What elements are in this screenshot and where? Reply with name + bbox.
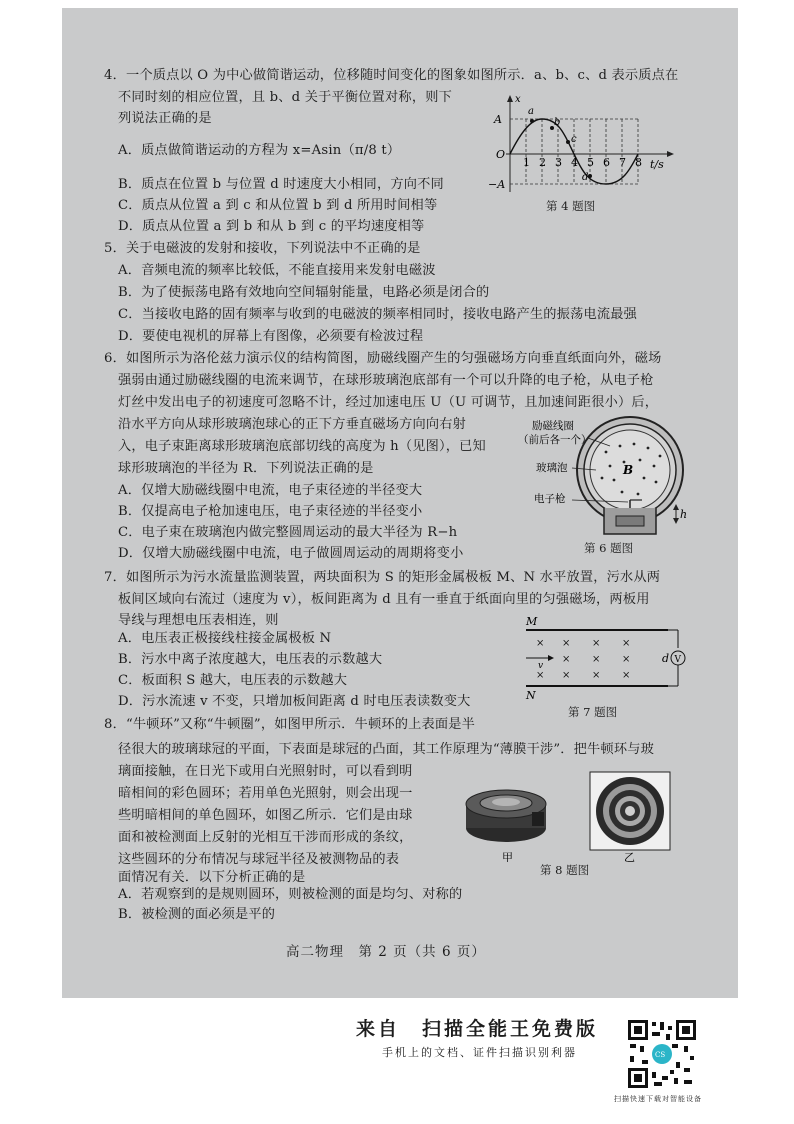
q6-figure-caption: 第 6 题图 xyxy=(584,541,634,555)
q6-bulb-label: 玻璃泡 xyxy=(536,462,568,474)
q4-tick: 3 xyxy=(555,156,562,169)
q8-line5: 些明暗相间的单色圆环，如图乙所示．它们是由球 xyxy=(118,808,413,823)
q4-point-d: d xyxy=(582,172,589,183)
q7-line3: 导线与理想电压表相连，则 xyxy=(118,613,279,628)
q5-option-b: B．为了使振荡电路有效地向空间辐射能量，电路必须是闭合的 xyxy=(118,285,490,300)
q4-tick: 7 xyxy=(619,156,626,169)
svg-text:×: × xyxy=(622,638,631,649)
svg-text:×: × xyxy=(536,638,545,649)
q8-line2: 径很大的玻璃球冠的平面，下表面是球冠的凸面，其工作原理为“薄膜干涉”．把牛顿环与玻 xyxy=(118,742,654,757)
q6-line5: 入，电子束距离球形玻璃泡底部切线的高度为 h（见图），已知 xyxy=(118,439,486,454)
q4-tick: 5 xyxy=(587,156,594,169)
q6-lorentz-apparatus xyxy=(510,416,696,540)
q4-tick: 4 xyxy=(571,156,578,169)
q6-option-d: D．仅增大励磁线圈中电流，电子做圆周运动的周期将变小 xyxy=(118,546,464,561)
q5-stem: 5．关于电磁波的发射和接收，下列说法中不正确的是 xyxy=(104,241,421,256)
q8-newton-rings-photos xyxy=(462,770,674,862)
q7-option-d: D．污水流速 v 不变，只增加板间距离 d 时电压表读数变大 xyxy=(118,694,471,709)
q8-figure-caption: 第 8 题图 xyxy=(540,863,590,877)
q6-option-b: B．仅提高电子枪加速电压，电子束径迹的半径变小 xyxy=(118,504,423,519)
svg-text:×: × xyxy=(622,670,631,681)
q7-option-c: C．板面积 S 越大，电压表的示数越大 xyxy=(118,673,348,688)
q8-line3: 璃面接触，在日光下或用白光照射时，可以看到明 xyxy=(118,764,413,779)
q6-option-c: C．电子束在玻璃泡内做完整圆周运动的最大半径为 R−h xyxy=(118,525,458,540)
q7-option-b: B．污水中离子浓度越大，电压表的示数越大 xyxy=(118,652,383,667)
q4-option-d: D．质点从位置 a 到 b 和从 b 到 c 的平均速度相等 xyxy=(118,219,425,234)
svg-text:×: × xyxy=(592,638,601,649)
q7-line2: 板间区域向右流过（速度为 v），板间距离为 d 且有一垂直于纸面向里的匀强磁场，两板用 xyxy=(118,592,650,607)
q6-line2: 强弱由通过励磁线圈的电流来调节，在球形玻璃泡底部有一个可以升降的电子枪，从电子枪 xyxy=(118,373,654,388)
q4-tick: 8 xyxy=(635,156,642,169)
q6-line3: 灯丝中发出电子的初速度可忽略不计，经过加速电压 U（U 可调节，且加速间距很小）后， xyxy=(118,395,659,410)
svg-text:×: × xyxy=(622,654,631,665)
svg-text:CS: CS xyxy=(655,1051,666,1059)
interference-rings-image xyxy=(590,772,670,850)
q8-jia-label: 甲 xyxy=(502,851,513,862)
q5-option-d: D．要使电视机的屏幕上有图像，必须要有检波过程 xyxy=(118,329,424,344)
q8-line8: 面情况有关．以下分析正确的是 xyxy=(118,870,306,885)
q4-point-a: a xyxy=(528,106,534,117)
q4-point-b: b xyxy=(554,117,561,128)
q6-line4: 沿水平方向从球形玻璃泡球心的正下方垂直磁场方向向右射 xyxy=(118,417,467,432)
q7-option-a: A．电压表正极接线柱接金属极板 N xyxy=(118,631,332,646)
q8-yi-label: 乙 xyxy=(624,851,635,862)
svg-text:×: × xyxy=(592,654,601,665)
q4-graph-negA-label: −A xyxy=(488,178,506,191)
q7-d-label: d xyxy=(662,652,670,665)
q8-line4: 暗相间的彩色圆环；若用单色光照射，则会出现一 xyxy=(118,786,413,801)
q4-option-a: A．质点做简谐运动的方程为 x=Asin（π/8 t） xyxy=(118,143,401,158)
svg-text:×: × xyxy=(562,654,571,665)
q5-option-c: C．当接收电路的固有频率与收到的电磁波的频率相同时，接收电路产生的振荡电流最强 xyxy=(118,307,638,322)
scanner-watermark-title: 来自 扫描全能王免费版 xyxy=(356,1018,599,1040)
q6-h-label: h xyxy=(680,508,688,521)
q7-M-label: M xyxy=(526,615,538,628)
q7-flow-meter-diagram xyxy=(516,614,692,702)
q4-line1: 4．一个质点以 O 为中心做简谐运动，位移随时间变化的图象如图所示．a、b、c、d 表示质点在 xyxy=(104,68,679,83)
svg-text:×: × xyxy=(592,670,601,681)
q8-line6: 面和被检测面上反射的光相互干涉而形成的条纹， xyxy=(118,830,413,845)
q8-option-b: B．被检测的面必须是平的 xyxy=(118,907,276,922)
svg-text:×: × xyxy=(562,670,571,681)
q4-figure-caption: 第 4 题图 xyxy=(546,199,596,213)
qr-caption: 扫描快速下载对智能设备 xyxy=(614,1095,702,1103)
q6-coil-sublabel: （前后各一个） xyxy=(518,434,592,446)
q4-tick: 2 xyxy=(539,156,546,169)
q4-line2: 不同时刻的相应位置，且 b、d 关于平衡位置对称，则下 xyxy=(118,90,452,105)
scanner-watermark-subtitle: 手机上的文档、证件扫描识别利器 xyxy=(382,1046,577,1059)
q8-line7: 这些圆环的分布情况与球冠半径及被测物品的表 xyxy=(118,852,400,867)
q4-option-c: C．质点从位置 a 到 c 和从位置 b 到 d 所用时间相等 xyxy=(118,198,438,213)
q4-graph-x-label: x xyxy=(515,94,521,105)
q6-option-a: A．仅增大励磁线圈中电流，电子束径迹的半径变大 xyxy=(118,483,423,498)
q8-option-a: A．若观察到的是规则圆环，则被检测的面是均匀、对称的 xyxy=(118,887,463,902)
q6-coil-label: 励磁线圈 xyxy=(532,420,574,432)
newton-ring-device-image xyxy=(466,790,546,842)
q6-B-label: B xyxy=(623,463,634,477)
q4-option-b: B．质点在位置 b 与位置 d 时速度大小相同，方向不同 xyxy=(118,177,444,192)
q4-graph-t-label: t/s xyxy=(650,158,664,171)
q8-line1: 8．“牛顿环”又称“牛顿圈”，如图甲所示．牛顿环的上表面是半 xyxy=(104,717,476,732)
q4-line3: 列说法正确的是 xyxy=(118,111,212,126)
q7-figure-caption: 第 7 题图 xyxy=(568,705,618,719)
q7-v-label: v xyxy=(538,661,544,671)
q4-point-c: c xyxy=(571,134,577,145)
q5-option-a: A．音频电流的频率比较低，不能直接用来发射电磁波 xyxy=(118,263,436,278)
q7-line1: 7．如图所示为污水流量监测装置，两块面积为 S 的矩形金属极板 M、N 水平放置，污水从两 xyxy=(104,570,661,585)
q4-graph-origin-label: O xyxy=(496,148,506,161)
page-footer: 高二物理 第 2 页（共 6 页） xyxy=(286,944,486,960)
q4-graph-A-label: A xyxy=(494,113,502,126)
svg-text:V: V xyxy=(674,655,681,665)
q6-gun-label: 电子枪 xyxy=(534,493,566,505)
svg-text:×: × xyxy=(536,670,545,681)
q7-N-label: N xyxy=(526,689,536,702)
q6-line1: 6．如图所示为洛伦兹力演示仪的结构简图，励磁线圈产生的匀强磁场方向垂直纸面向外，磁场 xyxy=(104,351,662,366)
svg-text:×: × xyxy=(562,638,571,649)
qr-code-icon[interactable] xyxy=(626,1018,698,1090)
q4-displacement-graph xyxy=(488,92,680,200)
q6-line6: 球形玻璃泡的半径为 R．下列说法正确的是 xyxy=(118,461,374,476)
q4-tick: 1 xyxy=(523,156,530,169)
q4-tick: 6 xyxy=(603,156,610,169)
